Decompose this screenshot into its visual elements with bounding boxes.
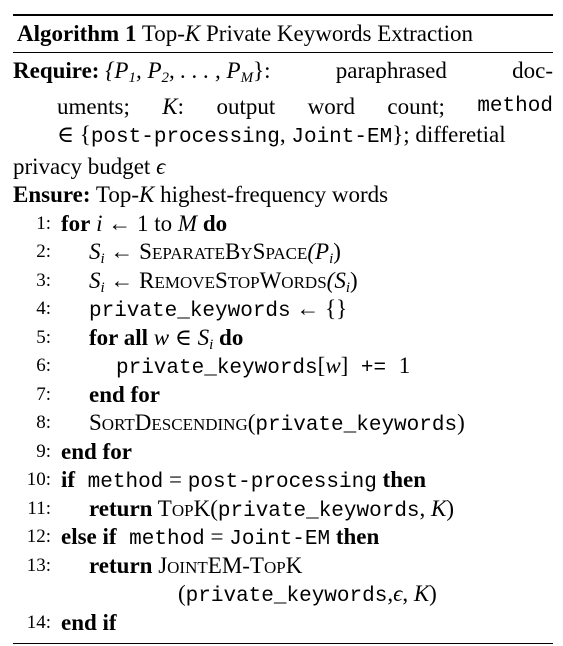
require-post-processing: post-processing [90, 126, 280, 149]
keyword-then: then [330, 524, 380, 549]
private-keywords: private_keywords [255, 414, 458, 437]
paren-close: ) [429, 581, 437, 606]
sub-i: i [345, 279, 350, 296]
sub-i: i [209, 336, 214, 353]
arg-close: ) [350, 267, 358, 293]
line-number: 10: [26, 469, 51, 490]
func-char: B [225, 239, 241, 264]
line-body [61, 609, 117, 638]
var-w: w [325, 353, 341, 378]
require-comma-1: , P [135, 58, 162, 83]
algo-line-11 [13, 495, 553, 524]
caption-title-pre: Top- [141, 21, 185, 46]
line-number: 7: [36, 383, 51, 405]
algo-line-6 [13, 352, 553, 381]
func-char: S [252, 239, 266, 264]
algo-line-12 [13, 523, 553, 552]
var-k: K [413, 581, 430, 606]
line-body [116, 352, 410, 384]
keyword-return: return [89, 552, 153, 578]
var-s: S [197, 324, 210, 350]
line-body [89, 552, 302, 583]
func-char: K [285, 552, 303, 578]
line-number: 12: [26, 526, 51, 547]
line-number: 3: [36, 269, 51, 291]
ensure-keyword: Ensure: [13, 182, 91, 207]
require-row-4 [13, 153, 553, 182]
keyword-do: do [197, 210, 228, 236]
var-s: S [89, 239, 101, 264]
require-row-1-left [13, 57, 271, 93]
algo-line-7 [13, 381, 553, 410]
algo-line-13-continued [13, 580, 553, 609]
line-body [178, 580, 437, 612]
keyword-for-all: for all [89, 324, 148, 350]
paren-open: ( [210, 495, 218, 521]
keyword-end-if: end if [61, 609, 117, 635]
line-body [61, 523, 379, 555]
algorithm-block [13, 14, 553, 644]
bracket-close: ] [340, 353, 349, 378]
comma: , [419, 495, 432, 521]
joint-em: Joint-EM [229, 528, 331, 551]
func-char: K [193, 495, 211, 521]
line-number: 13: [26, 554, 51, 576]
func-char: S [214, 267, 228, 293]
func-char: D [134, 410, 152, 435]
func-char: ESCENDING [151, 415, 248, 434]
require-row-2 [13, 93, 553, 122]
var-m: M [177, 210, 198, 236]
method-var: method [75, 471, 164, 494]
require-comma-2: , . . . , P [169, 58, 241, 83]
sub-i: i [329, 251, 334, 267]
require-word-paraphrased: paraphrased [335, 58, 447, 83]
bottom-rule [13, 643, 553, 644]
comma: , [387, 581, 394, 606]
sub-i: i [100, 251, 105, 267]
increment-op: += [348, 357, 399, 380]
require-set-open: {P [105, 58, 129, 83]
algo-line-14 [13, 609, 553, 638]
require-in-open: ∈ { [57, 122, 91, 147]
require-row-3 [13, 121, 553, 153]
require-comma: , [279, 122, 292, 147]
func-char: OP [263, 557, 286, 577]
line-body [61, 438, 132, 467]
caption-title-k: K [184, 21, 201, 46]
require-differetial: }; differetial [392, 122, 506, 147]
keyword-end-for: end for [61, 438, 132, 464]
var-w: w [147, 324, 170, 350]
keyword-end-for: end for [89, 381, 160, 407]
assign-arrow: ← [104, 267, 140, 293]
func-char: S [89, 410, 102, 435]
algorithm-caption [13, 16, 553, 52]
algo-line-5 [13, 324, 553, 353]
arg-open: (S [326, 267, 346, 293]
func-char: ORT [101, 415, 135, 434]
paren-close: ) [446, 495, 455, 521]
func-char: R [139, 267, 155, 293]
line-number: 1: [36, 212, 51, 234]
algo-line-8 [13, 409, 553, 438]
require-word-doc: doc- [512, 58, 553, 83]
algo-line-1 [13, 210, 553, 239]
require-sub-3: M [240, 70, 254, 86]
func-char: T [157, 495, 172, 521]
require-epsilon: ϵ [156, 153, 166, 179]
ensure-row [13, 181, 553, 210]
require-word: word [307, 93, 355, 119]
require-privacy-budget: privacy budget [13, 153, 157, 179]
element-of: ∈ [169, 324, 198, 350]
require-output: output [216, 93, 276, 119]
private-keywords: private_keywords [185, 585, 388, 608]
caption-title-post: Private Keywords Extraction [200, 21, 473, 46]
require-count: count; [387, 93, 445, 119]
line-number: 11: [27, 497, 51, 519]
func-char: TOP [227, 272, 260, 292]
require-keyword: Require: [13, 58, 100, 83]
var-epsilon: ϵ [393, 581, 403, 606]
algorithm-lines [13, 210, 553, 638]
require-set-close: }: [253, 58, 271, 83]
post-processing: post-processing [187, 471, 377, 494]
keyword-for: for [61, 210, 91, 236]
require-k-colon: : [177, 93, 185, 119]
require-ensure-block [13, 57, 553, 210]
var-s: S [89, 267, 101, 293]
equals: = [204, 524, 230, 549]
algo-line-3 [13, 267, 553, 296]
func-char: J [158, 552, 168, 578]
line-number: 5: [36, 326, 51, 348]
func-char: OINT [167, 557, 208, 577]
func-char: EM-T [207, 552, 264, 578]
private-keywords: private_keywords [116, 357, 318, 380]
line-number: 9: [36, 440, 51, 462]
func-char: PACE [265, 244, 308, 263]
algo-line-2 [13, 238, 553, 267]
require-row-1 [13, 57, 553, 93]
keyword-return: return [89, 495, 153, 521]
paren-open: ( [178, 581, 186, 606]
algo-line-9 [13, 438, 553, 467]
keyword-else-if: else if [61, 524, 117, 549]
line-number: 4: [36, 298, 51, 319]
algo-line-13 [13, 552, 553, 581]
private-keywords: private_keywords [89, 300, 291, 323]
ensure-k: K [139, 182, 155, 207]
keyword-then: then [376, 467, 426, 492]
paren-open: ( [247, 410, 256, 435]
var-k: K [431, 495, 447, 521]
keyword-do: do [213, 324, 244, 350]
require-sub-2: 2 [161, 70, 170, 86]
require-k: K [162, 93, 178, 119]
bracket-open: [ [317, 353, 326, 378]
require-k-group [162, 93, 184, 122]
comma: , [402, 581, 414, 606]
line-body [89, 495, 454, 527]
number-one: 1 [398, 353, 411, 378]
line-body [89, 381, 160, 410]
method-var: method [116, 528, 205, 551]
assign-arrow: ← [104, 239, 140, 264]
ensure-post: highest-frequency words [154, 182, 389, 207]
func-char: Y [240, 244, 253, 263]
line-number: 6: [36, 355, 51, 376]
require-uments: uments; [57, 93, 130, 119]
line-body [89, 295, 347, 327]
require-joint-em: Joint-EM [291, 126, 393, 149]
private-keywords: private_keywords [217, 499, 420, 523]
func-char: OP [171, 500, 194, 520]
equals: = [163, 467, 188, 492]
caption-rule [13, 52, 553, 53]
func-char: S [139, 239, 152, 264]
func-char: EPARATE [151, 244, 226, 263]
line-body [89, 409, 465, 441]
var-i: i [96, 210, 103, 236]
func-char: ORDS [281, 272, 327, 292]
func-char: W [259, 267, 282, 293]
algo-line-10 [13, 466, 553, 495]
line-body [61, 466, 426, 498]
line-number: 2: [36, 241, 51, 262]
require-sub-1: 1 [128, 70, 136, 86]
sub-i: i [100, 279, 105, 296]
arg-open: (P [307, 239, 330, 264]
algo-line-4 [13, 295, 553, 324]
line-number: 8: [36, 412, 51, 433]
paren-close: ) [457, 410, 465, 435]
assign-empty: ← {} [290, 296, 348, 321]
caption-label: Algorithm 1 [17, 21, 137, 46]
func-char: EMOVE [154, 272, 215, 292]
require-method: method [477, 94, 553, 118]
keyword-if: if [61, 467, 76, 492]
ensure-pre: Top- [95, 182, 139, 207]
assign-range: ← 1 to [102, 210, 178, 236]
arg-close: ) [333, 239, 341, 264]
line-number: 14: [26, 611, 51, 633]
line-body [61, 210, 227, 239]
